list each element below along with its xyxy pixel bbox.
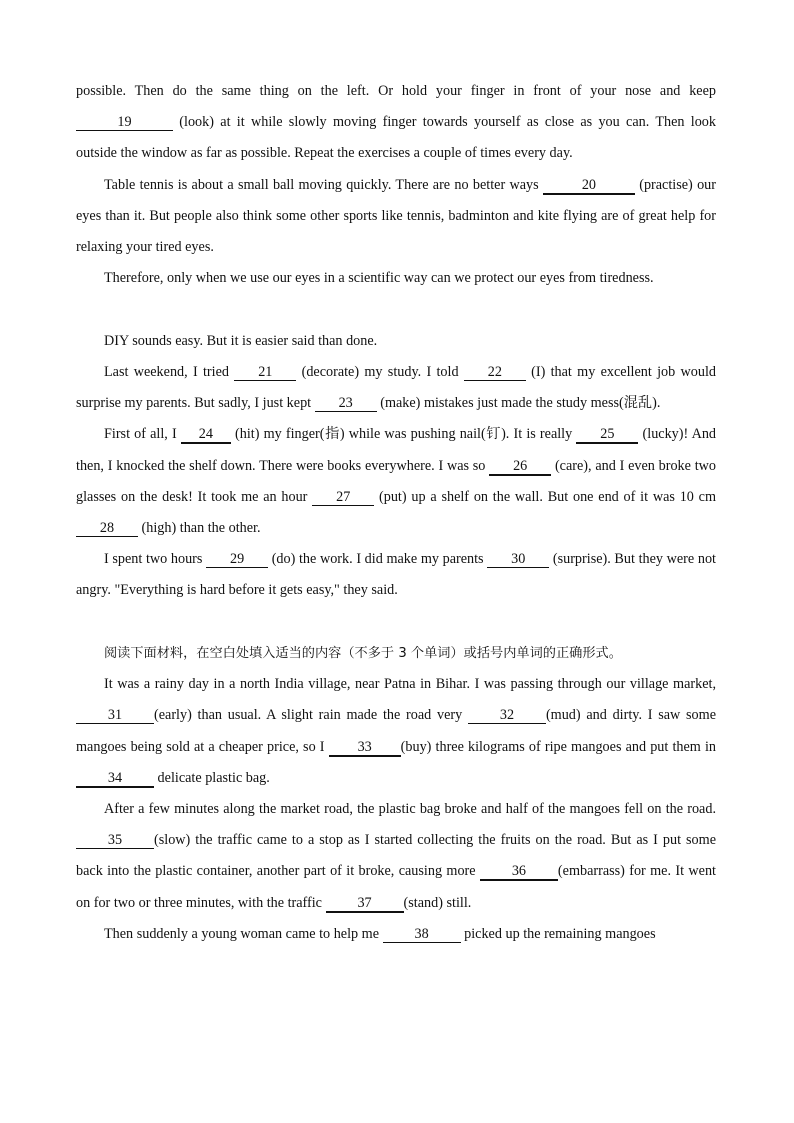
blank-19[interactable]: 19	[76, 115, 173, 131]
blank-26[interactable]: 26	[489, 459, 551, 476]
blank-21[interactable]: 21	[234, 365, 296, 381]
text: (embarrass) for me. It went on for two or three minutes, with the traffic	[76, 863, 716, 911]
blank-36[interactable]: 36	[480, 864, 558, 881]
blank-38[interactable]: 38	[383, 927, 461, 943]
blank-34[interactable]: 34	[76, 771, 154, 788]
text: (slow) the traffic came to a stop as I started collecting the fruits on the road. But as I put some back into the plastic container, another part of it broke, causing more	[76, 832, 716, 880]
blank-22[interactable]: 22	[464, 365, 526, 381]
text: delicate plastic bag.	[154, 769, 270, 786]
text: (make) mistakes just made the study mess(混乱).	[376, 395, 661, 412]
blank-23[interactable]: 23	[315, 396, 377, 412]
text: Then suddenly a young woman came to help me	[104, 925, 383, 942]
blank-33[interactable]: 33	[329, 740, 401, 757]
text: picked up the remaining mangoes	[460, 925, 656, 942]
blank-25[interactable]: 25	[576, 427, 638, 444]
worksheet-page	[76, 76, 716, 950]
blank-29[interactable]: 29	[206, 552, 268, 568]
text: (decorate) my study. I told	[296, 364, 464, 381]
passage-b-paragraph-1: DIY sounds easy. But it is easier said than done.	[104, 332, 378, 349]
text: (practise) our eyes than it. But people also think some other sports like tennis, badminton and kite flying are of great help for relaxing your tired eyes.	[76, 176, 716, 256]
text: Last weekend, I tried	[104, 364, 235, 381]
text: (do) the work. I did make my parents	[268, 551, 488, 568]
passage-b-paragraph-4	[76, 544, 716, 606]
text: (I) that my excellent job would surprise my parents. But sadly, I just kept	[76, 364, 716, 412]
text: (mud) and dirty. I saw some mangoes being sold at a cheaper price, so I	[76, 707, 716, 755]
passage-b-paragraph-2	[76, 357, 716, 419]
blank-37[interactable]: 37	[326, 896, 404, 913]
blank-32[interactable]: 32	[468, 708, 546, 724]
passage-c-paragraph-1	[76, 669, 716, 794]
text: It was a rainy day in a north India village, near Patna in Bihar. I was passing through our village market,	[104, 676, 716, 693]
text: (look) at it while slowly moving finger towards yourself as close as you can. Then look outside the window as far as possible. Repeat the exercises a couple of times every day.	[76, 114, 716, 162]
spacer	[76, 294, 716, 325]
blank-30[interactable]: 30	[487, 552, 549, 568]
text: (hit) my finger(指) while was pushing nail(钉). It is really	[230, 426, 577, 443]
text: (early) than usual. A slight rain made the road very	[154, 707, 468, 724]
blank-31[interactable]: 31	[76, 708, 154, 724]
text: (buy) three kilograms of ripe mangoes and put them in	[400, 738, 717, 755]
text: (care), and I even broke two glasses on the desk! It took me an hour	[76, 457, 716, 505]
passage-a-paragraph-3: Therefore, only when we use our eyes in a scientific way can we protect our eyes from tiredness.	[104, 270, 654, 287]
blank-35[interactable]: 35	[76, 833, 154, 849]
text: (high) than the other.	[138, 520, 261, 537]
passage-c-paragraph-2	[76, 794, 716, 919]
passage-a-paragraph-2	[76, 170, 716, 264]
passage-b-paragraph-3	[76, 419, 716, 544]
spacer	[76, 607, 716, 638]
text: I spent two hours	[104, 551, 207, 568]
text: First of all, I	[104, 426, 181, 443]
blank-28[interactable]: 28	[76, 521, 138, 537]
section-instructions: 阅读下面材料，在空白处填入适当的内容（不多于 3 个单词）或括号内单词的正确形式。	[104, 646, 622, 662]
text: Table tennis is about a small ball moving quickly. There are no better ways	[104, 176, 543, 193]
text: (put) up a shelf on the wall. But one end of it was 10 cm	[374, 488, 717, 505]
text: (stand) still.	[403, 894, 472, 911]
text: possible. Then do the same thing on the left. Or hold your finger in front of your nose and keep	[76, 83, 716, 99]
text: (surprise). But they were not angry. "Everything is hard before it gets easy," they said.	[76, 551, 716, 599]
text: (lucky)! And then, I knocked the shelf down. There were books everywhere. I was so	[76, 426, 717, 474]
passage-c-paragraph-3	[76, 919, 716, 950]
passage-a-paragraph-1	[76, 76, 716, 170]
text: After a few minutes along the market road, the plastic bag broke and half of the mangoes fell on the road.	[104, 801, 716, 818]
blank-20[interactable]: 20	[543, 178, 635, 195]
blank-27[interactable]: 27	[312, 490, 374, 506]
blank-24[interactable]: 24	[181, 427, 231, 444]
